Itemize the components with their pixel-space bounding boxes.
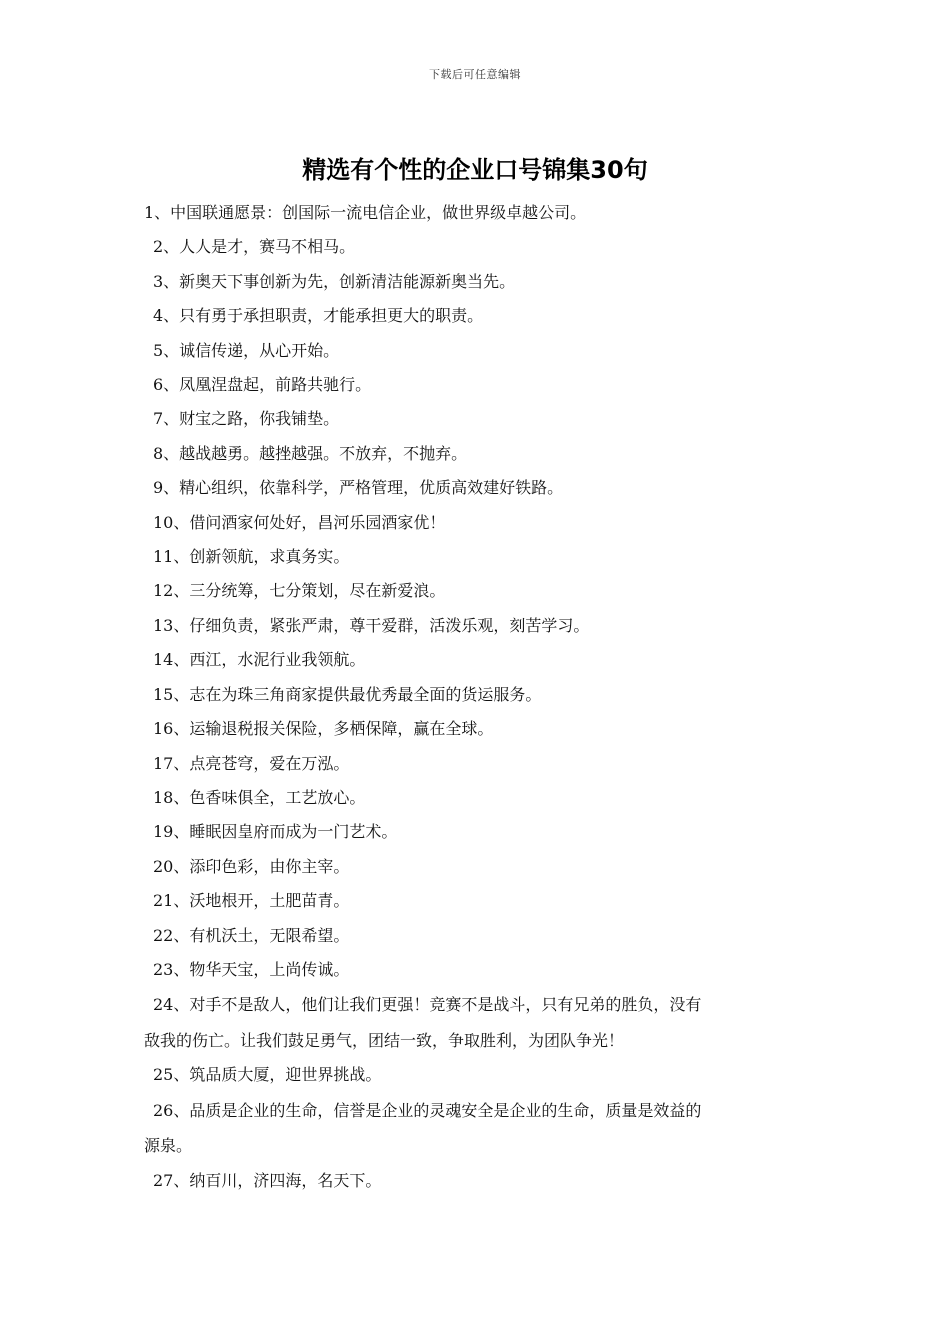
slogan-item: 16、运输退税报关保险，多栖保障，赢在全球。 <box>153 719 494 739</box>
header-note: 下载后可任意编辑 <box>429 68 521 81</box>
slogan-item: 19、睡眠因皇府而成为一门艺术。 <box>153 822 398 842</box>
slogan-item: 12、三分统筹，七分策划，尽在新爱浪。 <box>153 581 446 601</box>
slogan-item: 11、创新领航，求真务实。 <box>153 547 350 567</box>
slogan-item: 13、仔细负责，紧张严肃，尊干爱群，活泼乐观，刻苦学习。 <box>153 615 590 635</box>
slogan-item-26-line1: 26、品质是企业的生命，信誉是企业的灵魂安全是企业的生命，质量是效益的 <box>153 1100 702 1120</box>
slogan-item-26-line2: 源泉。 <box>144 1136 193 1156</box>
slogan-item: 7、财宝之路，你我铺垫。 <box>153 409 340 429</box>
slogan-item-24-line1: 24、对手不是敌人，他们让我们更强！竞赛不是战斗，只有兄弟的胜负，没有 <box>153 995 702 1015</box>
slogan-item: 18、色香味俱全，工艺放心。 <box>153 787 366 807</box>
slogan-item: 5、诚信传递，从心开始。 <box>153 340 340 360</box>
slogan-item: 17、点亮苍穹，爱在万泓。 <box>153 753 350 773</box>
slogan-item: 14、西江，水泥行业我领航。 <box>153 650 366 670</box>
slogan-item: 3、新奥天下事创新为先，创新清洁能源新奥当先。 <box>153 271 516 291</box>
slogan-item: 20、添印色彩，由你主宰。 <box>153 856 350 876</box>
slogan-item: 27、纳百川，济四海，名天下。 <box>153 1170 382 1190</box>
slogan-item: 22、有机沃土，无限希望。 <box>153 925 350 945</box>
slogan-item: 4、只有勇于承担职责，才能承担更大的职责。 <box>153 306 484 326</box>
slogan-item: 9、精心组织，依靠科学，严格管理，优质高效建好铁路。 <box>153 478 564 498</box>
slogan-item: 15、志在为珠三角商家提供最优秀最全面的货运服务。 <box>153 684 542 704</box>
slogan-item: 8、越战越勇。越挫越强。不放弃，不抛弃。 <box>153 443 468 463</box>
slogan-item: 25、筑品质大厦，迎世界挑战。 <box>153 1065 382 1085</box>
slogan-item: 6、凤凰涅盘起，前路共驰行。 <box>153 375 372 395</box>
slogan-item-24-line2: 敌我的伤亡。让我们鼓足勇气，团结一致，争取胜利，为团队争光！ <box>144 1030 625 1050</box>
slogan-item: 2、人人是才，赛马不相马。 <box>153 237 356 257</box>
slogan-item: 23、物华天宝，上尚传诚。 <box>153 959 350 979</box>
document-title: 精选有个性的企业口号锦集30句 <box>302 156 648 184</box>
slogan-item: 1、中国联通愿景：创国际一流电信企业，做世界级卓越公司。 <box>144 203 587 222</box>
slogan-item-26 <box>144 1093 808 1164</box>
slogan-item: 10、借问酒家何处好，昌河乐园酒家优！ <box>153 512 446 532</box>
slogan-list <box>144 196 808 1198</box>
slogan-item-24 <box>144 987 808 1058</box>
slogan-item: 21、沃地根开，土肥苗青。 <box>153 891 350 911</box>
